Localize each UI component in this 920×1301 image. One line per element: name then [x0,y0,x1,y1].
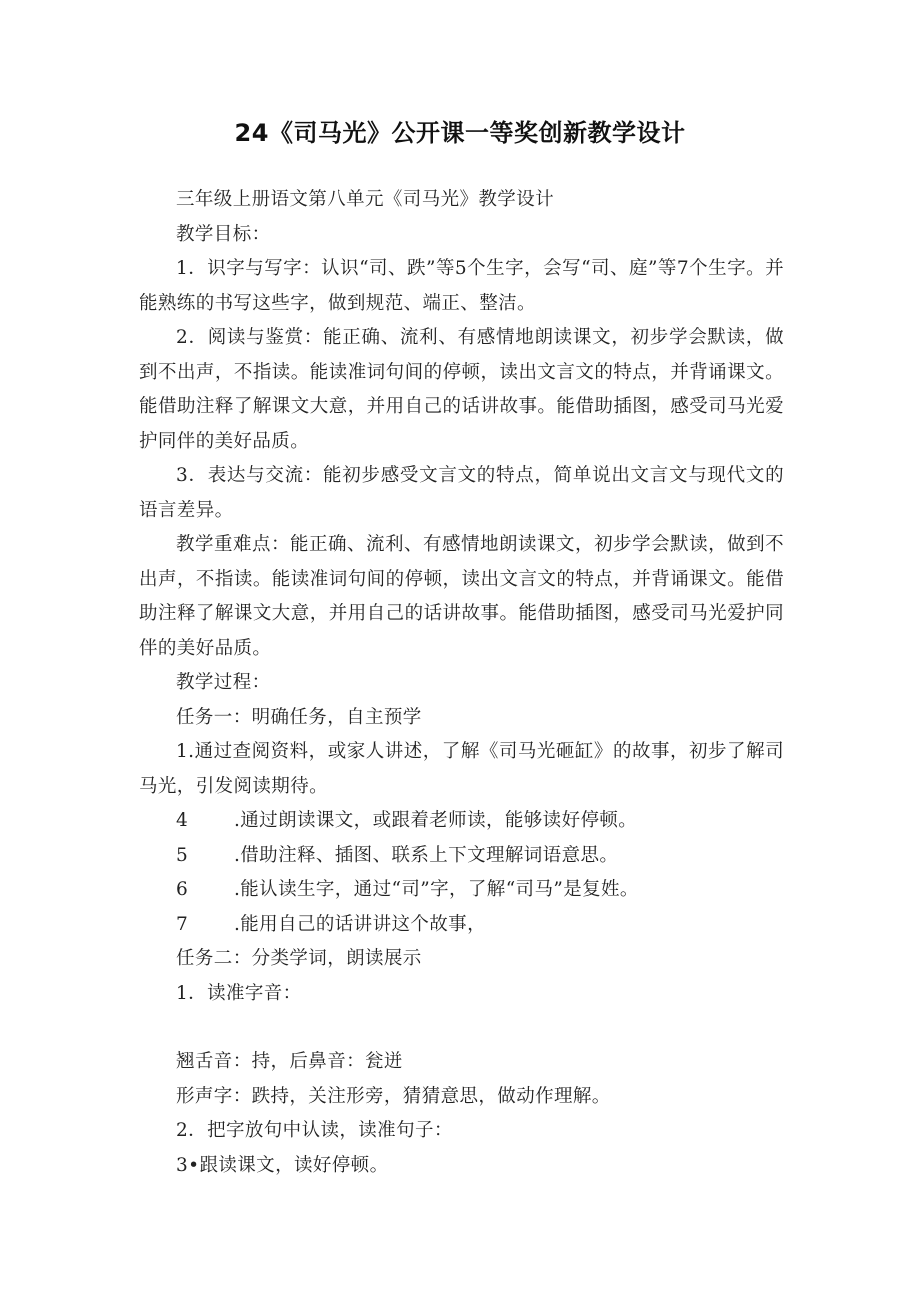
goal-paragraph-1: 1．识字与写字：认识“司、跌”等5个生字，会写“司、庭”等7个生字。并能熟练的书写这些字，做到规范、端正、整洁。 [139,258,784,314]
item-text: .通过朗读课文，或跟着老师读，能够读好停顿。 [234,810,638,831]
subtitle-paragraph: 三年级上册语文第八单元《司马光》教学设计 [176,189,555,210]
task-one-heading: 任务一：明确任务，自主预学 [176,706,422,728]
task-one-item-5 [139,839,784,874]
item-text: .能认读生字，通过“司”字，了解“司马”是复姓。 [234,879,639,900]
task-two-heading: 任务二：分类学词，朗读展示 [176,948,422,969]
heading-teaching-process: 教学过程： [176,672,271,693]
item-number: 6 [176,879,189,900]
heading-teaching-goals: 教学目标： [176,223,271,245]
item-text: .能用自己的话讲讲这个故事， [234,913,486,935]
goal-paragraph-2: 2．阅读与鉴赏：能正确、流利、有感情地朗读课文，初步学会默读，做到不出声，不指读。能读准词句间的停顿，读出文言文的特点，并背诵课文。能借助注释了解课文大意，并用自己的话讲故事。能借助插图，感受司马光爱护同伴的美好品质。 [139,327,784,452]
task-one-item-4 [139,804,784,839]
task-two-item-2: 2．把字放句中认读，读准句子： [176,1120,453,1141]
task-one-item-7 [139,908,784,943]
key-difficulties-paragraph: 教学重难点：能正确、流利、有感情地朗读课文，初步学会默读，做到不出声，不指读。能读准词句间的停顿，读出文言文的特点，并背诵课文。能借助注释了解课文大意，并用自己的话讲故事。能借助插图，感受司马光爱护同伴的美好品质。 [139,534,784,659]
task-two-item-1: 1．读准字音： [176,982,302,1004]
item-number: 7 [176,913,189,935]
task-one-item-6 [139,873,784,908]
task-two-item-3: 3•跟读课文，读好停顿。 [176,1154,389,1176]
goal-paragraph-3: 3．表达与交流：能初步感受文言文的特点，简单说出文言文与现代文的语言差异。 [139,465,784,521]
blank-space [139,1011,784,1045]
retroflex-sounds-line: 翘舌音：持，后鼻音：瓮迸 [176,1051,403,1072]
item-number: 4 [176,810,189,831]
item-number: 5 [176,844,189,866]
item-text: .借助注释、插图、联系上下文理解词语意思。 [234,844,619,866]
phono-semantic-line: 形声字：跌持，关注形旁，猜猜意思，做动作理解。 [176,1085,611,1107]
document-title: 24《司马光》公开课一等奖创新教学设计 [234,119,686,147]
task-one-item-1: 1.通过查阅资料，或家人讲述，了解《司马光砸缸》的故事，初步了解司马光，引发阅读期待。 [139,741,784,797]
document-body [139,183,784,1183]
